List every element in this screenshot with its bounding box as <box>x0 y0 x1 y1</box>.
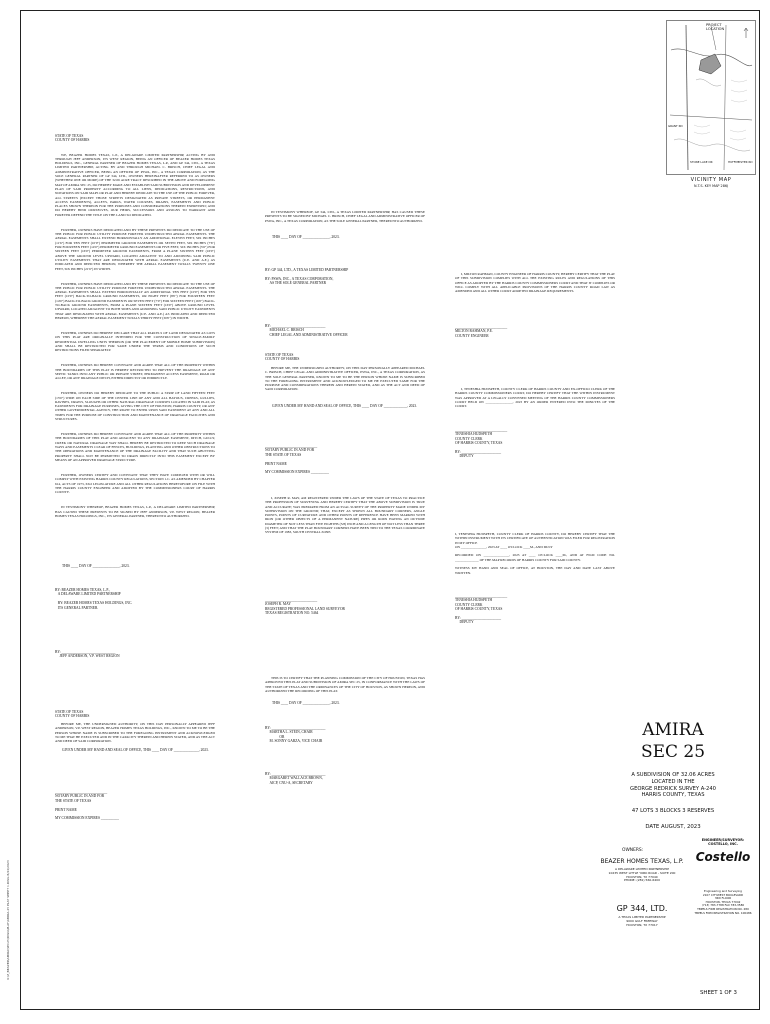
subdivision-name: AMIRA <box>642 720 704 740</box>
vicinity-map-title: VICINITY MAP <box>690 177 732 183</box>
dedication-paragraph: FURTHER, OWNERS HAVE DEDICATED AND BY THESE PRESENTS DO DEDICATE TO THE USE OF THE PUBLIC FOR PUBLIC UTILITY PURPOSE FOREVER UNOBSTRUCTED AERIAL EASEMENTS. THE AERIAL EASEMENTS SHALL EXTEND HORIZONTALLY AN ADDITIONAL ELEVEN FEET, SIX INCHES (11'6") FOR TEN FEET (10'0") PERIMETER GROUND EASEMENTS OR SEVEN FEET, SIX INCHES (7'6") FOR FOURTEEN FEET (14'0") PERIMETER GROUND EASEMENTS OR FIVE FEET, SIX INCHES (5'6") FOR SIXTEEN FEET (16'0") PERIMETER GROUND EASEMENTS, FROM A PLANE SIXTEEN FEET (16'0") ABOVE THE GROUND LEVEL UPWARD, LOCATED ADJACENT TO AND ADJOINING SAID PUBLIC UTILITY EASEMENTS THAT ARE DESIGNATED WITH AERIAL EASEMENTS (U.E. AND A.E.) AS INDICATED AND DEPICTED HEREON, WHEREBY THE AERIAL EASEMENT TOTALS TWENTY ONE FEET, SIX INCHES (21'6") IN WIDTH. <box>55 227 216 271</box>
col-b-signature-block: BY: GP 344, LTD., A TEXAS LIMITED PARTNERSHIP BY: PSWA, INC., A TEXAS CORPORATION, AS THE SOLE GENERAL PARTNER <box>265 268 349 286</box>
col-a-signature-line: BY: ______________________________ JEFF ANDERSON, V.P. WEST REGION <box>55 650 120 659</box>
dedication-paragraph: FURTHER, OWNERS DO HEREBY DEDICATE TO THE PUBLIC A STRIP OF LAND FIFTEEN FEET (15'0") WIDE ON EACH SIDE OF THE CENTER LINE OF ANY AND ALL BAYOUS, CREEKS, GULLIES, RAVINES, DRAWS, SLOUGHS OR OTHER NATURAL DRAINAGE COURSES LOCATED IN SAID PLAT, AS EASEMENTS FOR DRAINAGE PURPOSES, GIVING THE CITY OF HOUSTON, HARRIS COUNTY, OR ANY OTHER GOVERNMENTAL AGENCY, THE RIGHT TO ENTER UPON SAID EASEMENT AT ANY AND ALL TIMES FOR THE PURPOSE OF CONSTRUCTION AND MAINTENANCE OF DRAINAGE FACILITIES AND STRUCTURES. <box>55 391 216 422</box>
col-b-notary-text: BEFORE ME, THE UNDERSIGNED AUTHORITY, ON THIS DAY PERSONALLY APPEARED MICHAEL C. BRISCH, CHIEF LEGAL AND ADMINISTRATIVE OFFICER, PSWA, INC., A TEXAS CORPORATION, AS THE SOLE GENERAL PARTNER, KNOWN TO ME TO BE THE PERSON WHOSE NAME IS SUBSCRIBED TO THE FOREGOING INSTRUMENT AND ACKNOWLEDGED TO ME HE EXECUTED SAME FOR THE PURPOSE AND CONSIDERATIONS THEREIN AND HEREIN STATED, AND AS THE ACT AND DEED OF SAID CORPORATION. <box>265 366 426 392</box>
col-b-surveyor-text: I, JOSEPH R. MAY, AM REGISTERED UNDER THE LAWS OF THE STATE OF TEXAS TO PRACTICE THE PROFESSION OF SURVEYING AND HEREBY CERTIFY THAT THE ABOVE SUBDIVISION IS TRUE AND ACCURATE; WAS PREPARED FROM AN ACTUAL SURVEY OF THE PROPERTY MADE UNDER MY SUPERVISION ON THE GROUND; THAT, EXCEPT AS SHOWN ALL BOUNDARY CORNERS, ANGLE POINTS, POINTS OF CURVATURE AND OTHER POINTS OF REFERENCE HAVE BEEN MARKED WITH IRON (OR OTHER OBJECTS OF A PERMANENT NATURE) PIPES OR RODS HAVING AN OUTSIDE DIAMETER OF NOT LESS THAN FIVE EIGHTHS (5/8) INCH AND A LENGTH OF NOT LESS THAN THREE (3) FEET; AND THAT THE PLAT BOUNDARY CORNERS HAVE BEEN TIED TO THE TEXAS COORDINATE SYSTEM OF 1983, SOUTH CENTRAL ZONE. <box>265 496 426 535</box>
col-a-notary-header: STATE OF TEXAS COUNTY OF HARRIS <box>55 710 90 719</box>
col-a-notary-text: BEFORE ME, THE UNDERSIGNED AUTHORITY, ON THIS DAY PERSONALLY APPEARED JEFF ANDERSON, V.P. WEST REGION, BEAZER HOMES TEXAS HOLDINGS, INC., KNOWN TO ME TO BE THE PERSON WHOSE NAME IS SUBSCRIBED TO THE FOREGOING INSTRUMENT AND ACKNOWLEDGED TO ME THAT HE EXECUTED AND IN THE CAPACITY THEREIN AND HEREIN STATED, AND AS THE ACT AND DEED OF SAID CORPORATION. <box>55 722 216 744</box>
owner-beazer: BEAZER HOMES TEXAS, L.P. <box>600 858 684 865</box>
dedication-paragraph: WE, BEAZER HOMES TEXAS, L.P., A DELAWARE LIMITED PARTNERSHIP, ACTING BY AND THROUGH JEFF ANDERSON, ITS WEST REGION, BEING AN OFFICER OF BEAZER HOMES TEXAS HOLDINGS, INC., GENERAL PARTNER OF BEAZER HOMES TEXAS, L.P., AND GP 344, LTD., A TEXAS LIMITED PARTNERSHIP, ACTING BY AND THROUGH MICHAEL C. BRISCH, CHIEF LEGAL AND ADMINISTRATIVE OFFICER, BEING AN OFFICER OF PSWA, INC., A TEXAS CORPORATION, AS THE SOLE GENERAL PARTNER OF GP 344, LTD., OWNERS HEREINAFTER REFERRED TO AS OWNERS (WHETHER ONE OR MORE) OF THE 32.06 ACRE TRACT DESCRIBED IN THE ABOVE AND FOREGOING MAP OF AMIRA SEC 25, DO HEREBY MAKE AND ESTABLISH SAID SUBDIVISION AND DEVELOPMENT PLAN OF SAID PROPERTY ACCORDING TO ALL LIENS, DEDICATIONS, RESTRICTIONS, AND NOTATIONS ON SAID MAPS OR PLAT AND HEREBY DEDICATE TO THE USE OF THE PUBLIC FOREVER, ALL STREETS (EXCEPT THOSE STREETS DESIGNATED AS PRIVATE STREETS, OR PERMANENT ACCESS EASEMENTS), ALLEYS, PARKS, WATER COURSES, DRAINS, EASEMENTS AND PUBLIC PLACES SHOWN THEREON FOR THE PURPOSES AND CONSIDERATIONS THEREIN EXPRESSED; AND DO HEREBY BIND OURSELVES, OUR HEIRS, SUCCESSORS AND ASSIGNS TO WARRANT AND FOREVER DEFEND THE TITLE ON THE LAND SO DEDICATED. <box>55 152 216 217</box>
costello-logo: Costello <box>695 850 751 864</box>
dedication-paragraph: FURTHER, OWNERS DO HEREBY DECLARE THAT ALL PARCELS OF LAND DESIGNATED AS LOTS ON THIS PLAT ARE ORIGINALLY INTENDED FOR THE CONSTRUCTION OF SINGLE-FAMILY RESIDENTIAL DWELLING UNITS THEREON (OR THE PLACEMENT OF MOBILE HOME SUBDIVISION) AND SHALL BE RESTRICTED FOR SAME UNDER THE TERMS AND CONDITIONS OF SUCH RESTRICTIONS FILED SEPARATELY. <box>55 331 216 353</box>
col-c-clerk-recording-signature: _____________________________ TENESHIA HUDSPETH COUNTY CLERK OF HARRIS COUNTY, TEXAS BY: ______________________ DEPUTY <box>455 594 508 625</box>
dedication-paragraph: FURTHER, OWNERS DO HEREBY COVENANT AND AGREE THAT ALL OF THE PROPERTY WITHIN THE BOUNDARIES OF THIS PLAT IS HEREBY RESTRICTED TO PREVENT THE DRAINAGE OF ANY SEPTIC TANKS INTO ANY PUBLIC OR PRIVATE STREET, PERMANENT ACCESS EASEMENT, ROAD OR ALLEY, OR ANY DRAINAGE DITCH, EITHER DIRECTLY OR INDIRECTLY. <box>55 363 216 381</box>
col-c-clerk-recording-text: I, TENESHIA HUDSPETH, COUNTY CLERK OF HARRIS COUNTY, DO HEREBY CERTIFY THAT THE WITHIN INSTRUMENT WITH ITS CERTIFICATE OF AUTHENTICATION WAS FILED FOR REGISTRATION IN MY OFFICE ON _______________, 2023 AT ____ O'CLOCK ____M., AND DULY RECORDED ON _______________, 2023 AT ____ O'CLOCK ____M., AND AT FILM CODE NO. ______________ OF THE MAP RECORDS OF HARRIS COUNTY FOR SAID COUNTY. WITNESS MY HAND AND SEAL OF OFFICE, AT HOUSTON, THE DAY AND DATE LAST ABOVE WRITTEN. <box>455 532 615 575</box>
dedication-paragraph: FURTHER, OWNERS HAVE DEDICATED AND BY THESE PRESENTS DO DEDICATE TO THE USE OF THE PUBLIC FOR PUBLIC UTILITY PURPOSE FOREVER UNOBSTRUCTED AERIAL EASEMENTS. THE AERIAL EASEMENTS SHALL EXTEND HORIZONTALLY AN ADDITIONAL TEN FEET (10'0") FOR TEN FEET (10'0") BACK-TO-BACK GROUND EASEMENTS, OR EIGHT FEET (8'0") FOR FOURTEEN FEET (14'0") BACK-TO-BACK GROUND EASEMENTS OR SEVEN FEET (7'0") FOR SIXTEEN FEET (16'0") BACK-TO-BACK GROUND EASEMENTS, FROM A PLANE SIXTEEN FEET (16'0") ABOVE GROUND LEVEL UPWARD, LOCATED ADJACENT TO BOTH SIDES AND ADJOINING SAID PUBLIC UTILITY EASEMENTS THAT ARE DESIGNATED WITH AERIAL EASEMENTS (U.E. AND A.E.) AS INDICATED AND DEPICTED HEREON, WHEREBY THE AERIAL EASEMENT TOTALS THIRTY FEET (30'0") IN WIDTH. <box>55 281 216 320</box>
subdivision-description: A SUBDIVISION OF 32.06 ACRES LOCATED IN THE GEORGE REDRICK SURVEY A-240 HARRIS COUNTY, TEXAS <box>630 772 716 799</box>
dedication-paragraph: FURTHER, OWNERS CERTIFY AND COVENANT THAT THEY HAVE COMPLIED WITH OR WILL COMPLY WITH EXISTING HARRIS COUNTY REGULATIONS, SECTION 1.C. AS AMENDED BY CHAPTER 614, ACTS OF 1973, 63rd LEGISLATURE AND ALL OTHER REGULATIONS HERETOFORE ON FILE WITH THE HARRIS COUNTY ENGINEER AND ADOPTED BY THE COMMISSIONERS COURT OF HARRIS COUNTY. <box>55 472 216 495</box>
col-b-testimony-text: IN TESTIMONY WHEREOF, GP 344, LTD., A TEXAS LIMITED PARTNERSHIP, HAS CAUSED THESE PRESENTS TO BE SIGNED BY MICHAEL C. BRISCH, CHIEF LEGAL AND ADMINISTRATIVE OFFICER OF PSWA, INC., A TEXAS CORPORATION, AS THE SOLE GENERAL PARTNER, THEREUNTO AUTHORIZED. <box>265 210 426 223</box>
col-a-dedication-text <box>55 144 215 525</box>
col-b-signature-line: BY: ______________________________ MICHAEL C. BRISCH CHIEF LEGAL AND ADMINISTRATIVE OFFICER <box>265 324 348 337</box>
col-c-clerk-approval-text: I, TENESHIA HUDSPETH, COUNTY CLERK OF HARRIS COUNTY AND EX-OFFICIO CLERK OF THE HARRIS COUNTY COMMISSIONERS COURT, DO HEREBY CERTIFY THAT THE WITHIN INSTRUMENT WAS APPROVED AT A LEGALLY CONVENED MEETING OF THE HARRIS COUNTY COMMISSIONERS COURT HELD ON ________________, 2023 BY AN ORDER ENTERED INTO THE MINUTES OF THE COURT. <box>455 387 616 409</box>
col-b-notary-signature: _____________________________ NOTARY PUBLIC IN AND FOR THE STATE OF TEXAS PRINT NAME MY COMMISSION EXPIRES __________ <box>265 444 329 475</box>
road-label: GRANT RD <box>668 124 683 128</box>
costello-address: Engineering and Surveying 2107 CITYWEST BOULEVARD 3RD FLOOR HOUSTON, TEXAS 77042 (713) 783-7788 FAX 783-3580 TBPELS FIRM REGISTRATION NO. 280 TBPELS FIRM REGISTRATION NO. 100486 <box>694 889 752 915</box>
owner-gp344-address: A TEXAS LIMITED PARTNERSHIP 9000 GULF FREEWAY HOUSTON, TX 77017 <box>618 915 666 927</box>
dedication-paragraph: IN TESTIMONY WHEREOF, BEAZER HOMES TEXAS, L.P., A DELAWARE LIMITED PARTNERSHIP, HAS CAUSED THESE PRESENTS TO BE SIGNED BY JEFF ANDERSON, V.P. WEST REGION, BEAZER HOMES TEXAS HOLDINGS, INC., ITS GENERAL PARTNER, THEREUNTO AUTHORIZED. <box>55 505 216 518</box>
col-b-surveyor-signature: _____________________________ JOSEPH R. MAY REGISTERED PROFESSIONAL LAND SURVEYOR TEXAS REGISTRATION NO. 5464 <box>265 598 345 616</box>
road-label: STONE LAKE DR <box>690 160 713 164</box>
vicinity-map-drawing <box>666 20 756 175</box>
col-a-notary-given: GIVEN UNDER MY HAND AND SEAL OF OFFICE, THIS ____ DAY OF ______________, 2023. <box>62 748 209 752</box>
col-b-planning-signature-chair: BY: ______________________________ MARTHA L. STEIN, CHAIR OR M. SONNY GARZA, VICE CHAIR <box>265 726 326 744</box>
col-a-signature-block: BY: BEAZER HOMES TEXAS, L.P., A DELAWARE LIMITED PARTNERSHIP BY: BEAZER HOMES TEXAS HOLDINGS, INC. ITS GENERAL PARTNER. <box>55 588 133 610</box>
owners-label: OWNERS: <box>622 848 644 853</box>
subdivision-section: SEC 25 <box>640 742 706 762</box>
col-c-clerk-signature: _____________________________ TENESHIA HUDSPETH COUNTY CLERK OF HARRIS COUNTY, TEXAS BY: ______________________ DEPUTY <box>455 428 508 459</box>
engineer-label: ENGINEER/SURVEYOR: COSTELLO, INC. <box>701 838 745 847</box>
col-c-county-engineer-signature: _____________________________ MILTON RAHMAN, P.E. COUNTY ENGINEER <box>455 325 508 338</box>
col-c-county-engineer-text: I, MILTON RAHMAN, COUNTY ENGINEER OF HARRIS COUNTY, HEREBY CERTIFY THAT THE PLAT OF THIS SUBDIVISION COMPLIES WITH ALL THE EXISTING RULES AND REGULATIONS OF THIS OFFICE AS ADOPTED BY THE HARRIS COUNTY COMMISSIONERS COURT AND THAT IT COMPLIES OR WILL COMPLY WITH ALL APPLICABLE PROVISIONS OF THE HARRIS COUNTY ROAD LAW AS AMENDED AND ALL OTHER COURT ADOPTED DRAINAGE REQUIREMENTS. <box>455 272 616 294</box>
plat-date: DATE AUGUST, 2023 <box>645 824 701 830</box>
lot-block-reserve-counts: 47 LOTS 3 BLOCKS 3 RESERVES <box>631 808 715 814</box>
vicinity-map <box>666 20 756 175</box>
north-arrow-icon <box>744 28 748 38</box>
dedication-paragraph: FURTHER, OWNERS DO HEREBY COVENANT AND AGREE THAT ALL OF THE PROPERTY WITHIN THE BOUNDARIES OF THIS PLAT AND ADJACENT TO ANY DRAINAGE EASEMENT, DITCH, GULLY, CREEK OR NATURAL DRAINAGE WAY SHALL HEREBY BE RESTRICTED TO KEEP SUCH DRAINAGE WAYS AND EASEMENTS CLEAR OF FENCES, BUILDINGS, PLANTING AND OTHER OBSTRUCTIONS TO THE OPERATIONS AND MAINTENANCE OF THE DRAINAGE FACILITY AND THAT SUCH ABUTTING PROPERTY SHALL NOT BE PERMITTED TO DRAIN DIRECTLY INTO THIS EASEMENT EXCEPT BY MEANS OF AN APPROVED DRAINAGE STRUCTURE. <box>55 432 216 462</box>
col-b-planning-date: THIS ____ DAY OF _______________, 2023. <box>272 701 340 705</box>
col-a-date-line: THIS ____ DAY OF _______________, 2023. <box>62 564 130 568</box>
col-a-state-header: STATE OF TEXAS COUNTY OF HARRIS <box>55 134 90 143</box>
col-a-notary-signature: _____________________________ NOTARY PUBLIC IN AND FOR THE STATE OF TEXAS PRINT NAME MY COMMISSION EXPIRES __________ <box>55 790 119 821</box>
col-b-planning-text: THIS IS TO CERTIFY THAT THE PLANNING COMMISSION OF THE CITY OF HOUSTON, TEXAS HAS APPROVED THIS PLAT AND SUBDIVISION OF AMIRA SEC 25, IN CONFORMANCE WITH THE LAWS OF THE STATE OF TEXAS AND THE ORDINANCES OF THE CITY OF HOUSTON, AS SHOWN HEREON, AND AUTHORIZED THE RECORDING OF THIS PLAT. <box>265 676 426 693</box>
col-b-notary-header: STATE OF TEXAS COUNTY OF HARRIS <box>265 353 300 362</box>
sheet-number: SHEET 1 OF 3 <box>700 990 737 996</box>
vicinity-map-subtitle: N.T.S. KEY MAP 286J <box>693 184 729 188</box>
col-b-planning-signature-secretary: BY: ______________________________ MARGARET WALLACE BROWN, AICP, CNU-A, SECRETARY <box>265 772 326 785</box>
project-site-shape <box>699 54 721 74</box>
col-b-notary-given: GIVEN UNDER MY HAND AND SEAL OF OFFICE, THIS ____ DAY OF _____________, 2023. <box>272 404 417 408</box>
owner-beazer-address: A DELAWARE LIMITED PARTNERSHIP 10235 WEST LITTLE YORK ROAD - SUITE 200 HOUSTON, TX 77040 PHONE: (281) 560-6400 <box>608 867 676 883</box>
margin-file-note: X:\Z_BEAZER\AMIRA\SEC25\DWG\PLAT\AMIRA-25 PLAT SHEET 1.DWG 8/24/2023 <box>6 860 10 980</box>
owner-gp344: GP 344, LTD. <box>616 904 668 913</box>
project-location-label: PROJECT LOCATION <box>706 23 725 31</box>
col-b-date-line: THIS ____ DAY OF _______________, 2023. <box>272 235 340 239</box>
road-label: HUFFMEISTER RD <box>728 160 753 164</box>
